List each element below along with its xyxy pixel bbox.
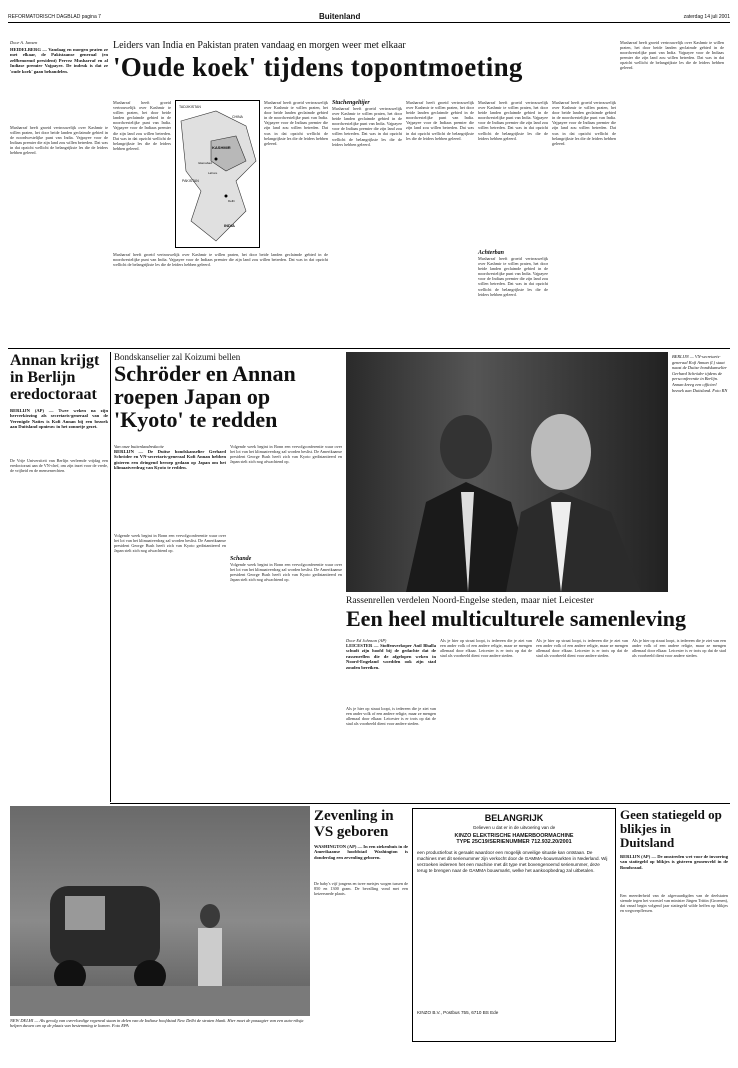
- kyoto-headline: Schröder en Annan roepen Japan op 'Kyoto' te redden: [114, 361, 296, 432]
- kyoto-col1: [114, 444, 226, 799]
- lead-lede: HEIDELBERG — Vandaag en morgen praten ze met elkaar, de Pakistaanse generaal (en zelfbenoemd president) Pervez Musharraf en al Indiase premier Vajpayee. De indruk is dat ze 'oude koek' gaan behandelen.: [10, 47, 108, 74]
- leicester-lede: LEICESTER — Stoffenverkoper Anil Bhalla schudt zijn hoofd bij de gedachte dat de rassenrellen die de afgelopen weken in Noord-Engeland woedden ook zijn stad zouden bereiken.: [346, 643, 436, 670]
- vs-body: De baby's vijf jongens en twee meisjes wogen tussen de 850 en 1300 gram. De bevalling vond met een keizersnede plaats.: [314, 881, 408, 897]
- leicester-byline: Door Ed Johnson (AP): [346, 638, 387, 643]
- advert-intro: Gelieven u dat er in de uitvoering van de: [472, 825, 556, 830]
- brief-duitsland: [620, 808, 728, 1042]
- lead-body-col6b: Musharraf heeft groeid vertrouwelijk over Kashmir te willen praten, het door beide landen geclaimde gebied in de noordwestelijke punt van India. Vajpayee voor de Indiaas premier die zijn land zou willen betreden. Dat was in dat opzicht wellicht de belangrijkste les die de leiders hebben geleerd.: [478, 256, 548, 297]
- vs-lede: WASHINGTON (AP) — In een ziekenhuis in de Amerikaanse hoofdstad Washington is donderdag een zevenling geboren.: [314, 844, 408, 860]
- advert-code: TYPE 25C19/SERIENUMMER 712.932.20/2001: [456, 839, 572, 845]
- lead-article-byline-col: [10, 40, 108, 346]
- map-label-china: CHINA: [232, 115, 243, 119]
- map-label-pakistan: PAKISTAN: [182, 179, 199, 183]
- leicester-headline: Een heel multiculturele samenleving: [346, 606, 686, 631]
- lead-col4: [332, 100, 402, 346]
- lead-kicker: Leiders van India en Pakistan praten vandaag en morgen weer met elkaar: [113, 40, 406, 51]
- kyoto-kicker: Bondskanselier zal Koizumi bellen: [114, 352, 241, 362]
- col-divider-1: [110, 352, 111, 802]
- duitsland-headline: Geen statiegeld op blikjes in Duitsland: [620, 807, 722, 850]
- map-graphic: [176, 101, 261, 249]
- leicester-col1: [346, 638, 436, 802]
- kyoto-body-3: Volgende week begint in Bonn een vervolgconferentie waar over het lot van het klimaatverdrag zal worden beslist. De Amerikaanse president George Bush heeft zich van Kyoto gedistantieerd en Japan stelt zich nog afwachtend op.: [230, 562, 342, 583]
- kinzo-advert: [412, 808, 616, 1042]
- duitsland-body: Een meerderheid van de afgevaardigden van de deelstaten stemde tegen het voorstel van minister Jürgen Trittin (Groenen), dat vanaf begin volgend jaar statiegeld wilde heffen op blikjes en wegwerpflessen.: [620, 893, 728, 914]
- lead-body-col2: Musharraf heeft groeid vertrouwelijk over Kashmir te willen praten, het door beide landen geclaimde gebied in de noordwestelijke punt van India. Vajpayee voor de Indiaas premier die zijn land zou willen betreden. Dat was in dat opzicht wellicht de belangrijkste les die de leiders hebben geleerd.: [113, 100, 171, 151]
- map-label-delhi: Delhi: [228, 199, 235, 203]
- annan-headline: Annan krijgt in Berlijn eredoctoraat: [10, 352, 100, 403]
- advert-body: een productiefout is geraakt waardoor een mogelijk onveilige situatie kan ontstaan. De machines met dit serienummer zijn verkocht door de GAMMA-bouwmarkten in Nederland. Wij verzoeken iedereen het een machine met dit type met bovengenoemd serienummer, deze terug te brengen naar de GAMMA bouwmarkt, welke het aankoopbedrag zal uitbetalen.: [417, 850, 608, 873]
- kyoto-byline: Van onze buitenlandredactie: [114, 444, 164, 449]
- masthead-date: zaterdag 14 juli 2001: [683, 14, 730, 20]
- lead-col6: [478, 100, 548, 346]
- duitsland-lede: BERLIJN (AP) — De omstreden wet voor de invoering van statiegeld op blikjes is gisteren gesneuveld in de Bondsraad.: [620, 854, 728, 870]
- lead-byline: Door A. Jansen: [10, 40, 38, 45]
- masthead-section: Buitenland: [319, 12, 361, 21]
- vs-headline: Zevenling in VS geboren: [314, 808, 394, 840]
- lead-body-col4: Musharraf heeft groeid vertrouwelijk over Kashmir te willen praten, het door beide landen geclaimde gebied in de noordwestelijke punt van India. Vajpayee voor de Indiaas premier die zijn land zou willen betreden. Dat was in dat opzicht wellicht de belangrijkste les die de leiders hebben geleerd.: [332, 106, 402, 147]
- new-delhi-photo: [10, 806, 310, 1016]
- kyoto-subhead: Schande: [230, 556, 252, 562]
- lead-subhead-1: Stuchengeltijer: [332, 100, 370, 106]
- lead-body-col3: Musharraf heeft groeid vertrouwelijk over Kashmir te willen praten, het door beide landen geclaimde gebied in de noordwestelijke punt van India. Vajpayee voor de Indiaas premier die zijn land zou willen betreden. Dat was in dat opzicht wellicht de belangrijkste les die de leiders hebben geleerd.: [264, 100, 328, 146]
- lead-body-col1: Musharraf heeft groeid vertrouwelijk over Kashmir te willen praten, het door beide landen geclaimde gebied in de noordwestelijke punt van India. Vajpayee voor de Indiaas premier die zijn land zou willen betreden. Dat was in dat opzicht wellicht de belangrijkste les die de leiders hebben geleerd.: [10, 125, 108, 156]
- kyoto-body-1: Volgende week begint in Bonn een vervolgconferentie waar over het lot van het klimaatverdrag zal worden beslist. De Amerikaanse president George Bush heeft zich van Kyoto gedistantieerd en Japan stelt zich nog afwachtend op.: [114, 533, 226, 554]
- map-label-islamabad: Islamabad: [198, 161, 212, 165]
- annan-body: De Vrije Universiteit van Berlijn verleende vrijdag een eredoctoraat aan de VN-chef, om zijn inzet voor de vrede, de vrijheid en de mensenrechten.: [10, 458, 108, 474]
- lead-body-col6c: Musharraf heeft groeid vertrouwelijk over Kashmir te willen praten, het door beide landen geclaimde gebied in de noordwestelijke punt van India. Vajpayee voor de Indiaas premier die zijn land zou willen betreden. Dat was in dat opzicht wellicht de belangrijkste les die de leiders hebben geleerd.: [552, 100, 616, 146]
- lead-body-col2b: Musharraf heeft groeid vertrouwelijk over Kashmir te willen praten, het door beide landen geclaimde gebied in de noordwestelijke punt van India. Vajpayee voor de Indiaas premier die zijn land zou willen betreden. Dat was in dat opzicht wellicht de belangrijkste les die de leiders hebben geleerd.: [113, 252, 328, 268]
- masthead-paper-page: REFORMATORISCH DAGBLAD pagina 7: [8, 14, 101, 20]
- leicester-body-3: Als je hier op straat loopt, is iedereen die je ziet van een ander volk of een andere religie, maar ze mengen allemaal door elkaar. Leicester is er trots op dat de stad als voorbeeld dient voor andere steden.: [536, 638, 628, 659]
- advert-product: KINZO ELEKTRISCHE HAMERBOORMACHINE: [454, 833, 574, 839]
- map-label-lahore: Lahore: [208, 171, 218, 175]
- advert-title: BELANGRIJK: [484, 813, 544, 823]
- photo-figures: [346, 352, 668, 592]
- masthead-rule: [8, 22, 730, 23]
- lead-bottom-rule: [8, 348, 730, 349]
- advert-footer: KINZO B.V., Postbus 755, 6710 BS Ede: [417, 1010, 499, 1015]
- annan-lede: BERLIJN (AP) — Twee weken na zijn herverkiezing als secretaris-generaal van de Verenigde Naties is Kofi Annan bij een bezoek aan Duitsland opnieuw in het zonnetje gezet.: [10, 408, 108, 430]
- leicester-kicker: Rassenrellen verdelen Noord-Engelse steden, maar niet Leicester: [346, 596, 594, 606]
- kashmir-map: [175, 100, 260, 248]
- photo-rickshaw: [10, 806, 310, 1016]
- mid-rule: [110, 803, 730, 804]
- brief-vs: [314, 808, 408, 1042]
- lead-body-col5: Musharraf heeft groeid vertrouwelijk over Kashmir te willen praten, het door beide landen geclaimde gebied in de noordwestelijke punt van India. Vajpayee voor de Indiaas premier die zijn land zou willen betreden. Dat was in dat opzicht wellicht de belangrijkste les die de leiders hebben geleerd.: [406, 100, 474, 141]
- leicester-body-1: Als je hier op straat loopt, is iedereen die je ziet van een ander volk of een andere religie, maar ze mengen allemaal door elkaar. Leicester is er trots op dat de stad als voorbeeld dient voor andere steden.: [346, 706, 436, 727]
- lead-headline: 'Oude koek' tijdens topontmoeting: [113, 52, 523, 82]
- leicester-body-4: Als je hier op straat loopt, is iedereen die je ziet van een ander volk of een andere religie, maar ze mengen allemaal door elkaar. Leicester is er trots op dat de stad als voorbeeld dient voor andere steden.: [632, 638, 726, 659]
- map-label-india: INDIA: [224, 223, 235, 228]
- kyoto-col2: [230, 444, 342, 799]
- annan-schroder-photo: [346, 352, 668, 592]
- lead-body-col7: Musharraf heeft groeid vertrouwelijk over Kashmir te willen praten, het door beide landen geclaimde gebied in de noordwestelijke punt van India. Vajpayee voor de Indiaas premier die zijn land zou willen betreden. Dat was in dat opzicht wellicht de belangrijkste les die de leiders hebben geleerd.: [620, 40, 724, 71]
- leicester-body-2: Als je hier op straat loopt, is iedereen die je ziet van een ander volk of een andere religie, maar ze mengen allemaal door elkaar. Leicester is er trots op dat de stad als voorbeeld dient voor andere steden.: [440, 638, 532, 659]
- lead-body-col6: Musharraf heeft groeid vertrouwelijk over Kashmir te willen praten, het door beide landen geclaimde gebied in de noordwestelijke punt van India. Vajpayee voor de Indiaas premier die zijn land zou willen betreden. Dat was in dat opzicht wellicht de belangrijkste les die de leiders hebben geleerd.: [478, 100, 548, 141]
- new-delhi-caption: NEW DELHI — Als gevolg van overvloedige regenval staan in delen van de Indiase hoofdstad New Delhi de straten blank. Hier moet de passagier van een auto-riksja helpen duwen om op de plaats van bestemming te komen. Foto EPA: [10, 1018, 304, 1029]
- masthead: [8, 12, 730, 34]
- kyoto-body-2: Volgende week begint in Bonn een vervolgconferentie waar over het lot van het klimaatverdrag zal worden beslist. De Amerikaanse president George Bush heeft zich van Kyoto gedistantieerd en Japan stelt zich nog afwachtend op.: [230, 444, 342, 465]
- map-label-tadjikistan: TADJIKISTAN: [179, 105, 201, 109]
- lead-subhead-2: Achterban: [478, 250, 505, 256]
- annan-photo-caption: BERLIJN — VN-secretaris-generaal Kofi Annan (l.) staat naast de Duitse bondskanselier Gerhard Schröder tijdens de persconferentie in Berlijn. Annan kreeg een officieel bezoek aan Duitsland. Foto RN: [672, 354, 728, 393]
- kyoto-lede: BERLIJN — De Duitse bondskanselier Gerhard Schröder en VN-secretaris-generaal Kofi Annan hebben gisteren een dringend beroep gedaan op Japan om het klimaatverdrag van Kyoto te redden.: [114, 449, 226, 471]
- map-label-kashmir: KASHMIR: [212, 145, 231, 150]
